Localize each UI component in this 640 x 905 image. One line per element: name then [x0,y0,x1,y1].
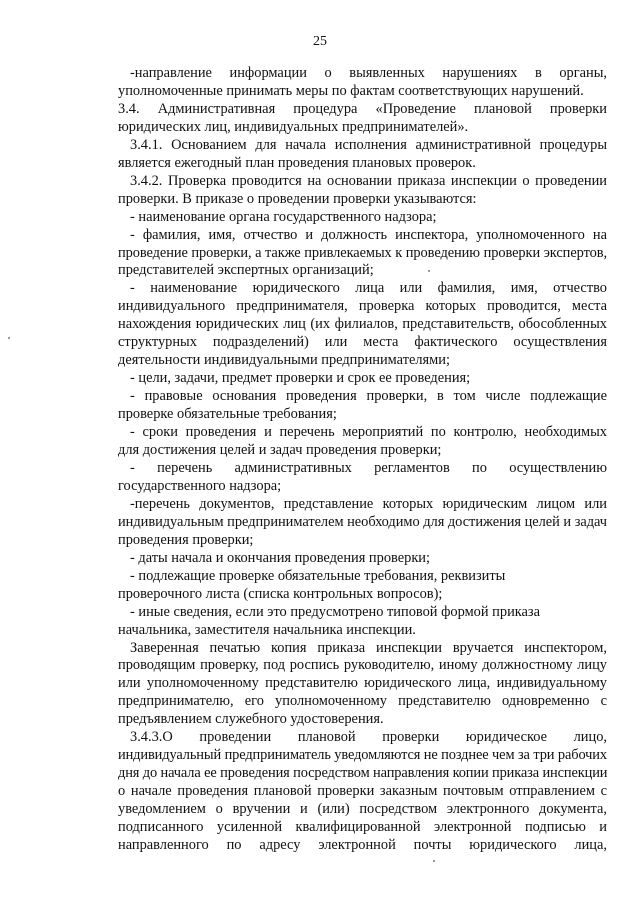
text-line: - наименование юридического лица или фамилия, имя, отчество [130,280,607,297]
text-line: о начале проведения плановой проверки заказным почтовым отправлением с [118,783,607,800]
text-line: структурных подразделений) или места фактического осуществления [118,334,607,351]
text-line: уполномоченные принимать меры по фактам соответствующих нарушений. [118,82,584,99]
scan-speck [428,270,430,272]
text-line: 3.4.2. Проверка проводится на основании приказа инспекции о проведении [130,172,607,189]
text-line: предпринимателю, его уполномоченному представителю одновременно с [118,693,607,710]
document-body [118,65,607,855]
text-line: направленного по адресу электронной почты юридического лица, [118,836,607,853]
text-line: индивидуального предпринимателя, проверка которых проводится, места [118,298,607,315]
text-line: является ежегодный план проведения плановых проверок. [118,154,476,171]
text-line: для достижения целей и задач проведения проверки; [118,442,442,459]
text-line: индивидуальный предприниматель уведомляются не позднее чем за три рабочих [118,747,607,764]
text-line: - даты начала и окончания проведения проверки; [130,549,431,566]
text-line: - сроки проведения и перечень мероприятий по контролю, необходимых [130,424,607,441]
text-line: юридических лиц, индивидуальных предпринимателей». [118,118,469,135]
text-line: проведение проверки, а также привлекаемых к проведению проверки экспертов, [118,244,607,261]
text-line: уведомлением о вручении и (или) посредством электронного документа, [118,801,607,818]
text-line: проверке обязательные требования; [118,406,337,423]
text-line: 3.4.1. Основанием для начала исполнения административной процедуры [130,136,607,153]
text-line: начальника, заместителя начальника инспекции. [118,621,416,638]
text-line: или уполномоченному представителю юридического лица, индивидуальному [118,675,607,692]
page-number: 25 [313,34,327,49]
text-line: проверки. В приказе о проведении проверки указываются: [118,190,477,207]
text-line: - правовые основания проведения проверки, в том числе подлежащие [130,388,607,405]
text-line: представителей экспертных организаций; [118,262,374,279]
text-line: проверочного листа (списка контрольных вопросов); [118,585,443,602]
scan-speck [8,337,10,339]
text-line: - фамилия, имя, отчество и должность инспектора, уполномоченного на [130,226,607,243]
text-line: дня до начала ее проведения посредством направления копии приказа инспекции [118,765,608,782]
text-line: 3.4. Административная процедура «Проведение плановой проверки [118,100,607,117]
text-line: предъявлением служебного удостоверения. [118,711,384,728]
text-line: проведения проверки; [118,531,254,548]
text-line: - цели, задачи, предмет проверки и срок ее проведения; [130,370,471,387]
text-line: деятельности индивидуальными предпринимателями; [118,352,450,369]
text-line: 3.4.3.О проведении плановой проверки юридическое лицо, [130,729,607,746]
text-line: -перечень документов, представление которых юридическим лицом или [130,495,607,512]
text-line: - иные сведения, если это предусмотрено типовой формой приказа [130,603,541,620]
text-line: - подлежащие проверке обязательные требования, реквизиты [130,567,506,584]
text-line: индивидуальным предпринимателем необходимо для достижения целей и задач [118,513,607,530]
text-line: нахождения юридических лиц (их филиалов, представительств, обособленных [118,316,607,333]
text-line: - перечень административных регламентов по осуществлению [130,459,607,476]
text-line: государственного надзора; [118,477,282,494]
text-line: -направление информации о выявленных нарушениях в органы, [130,65,607,81]
text-line: подписанного усиленной квалифицированной электронной подписью и [118,819,607,836]
scan-speck [433,860,435,862]
text-line: - наименование органа государственного надзора; [130,208,437,225]
text-line: Заверенная печатью копия приказа инспекции вручается инспектором, [130,639,607,656]
text-line: проводящим проверку, под роспись руководителю, иному должностному лицу [118,657,607,674]
